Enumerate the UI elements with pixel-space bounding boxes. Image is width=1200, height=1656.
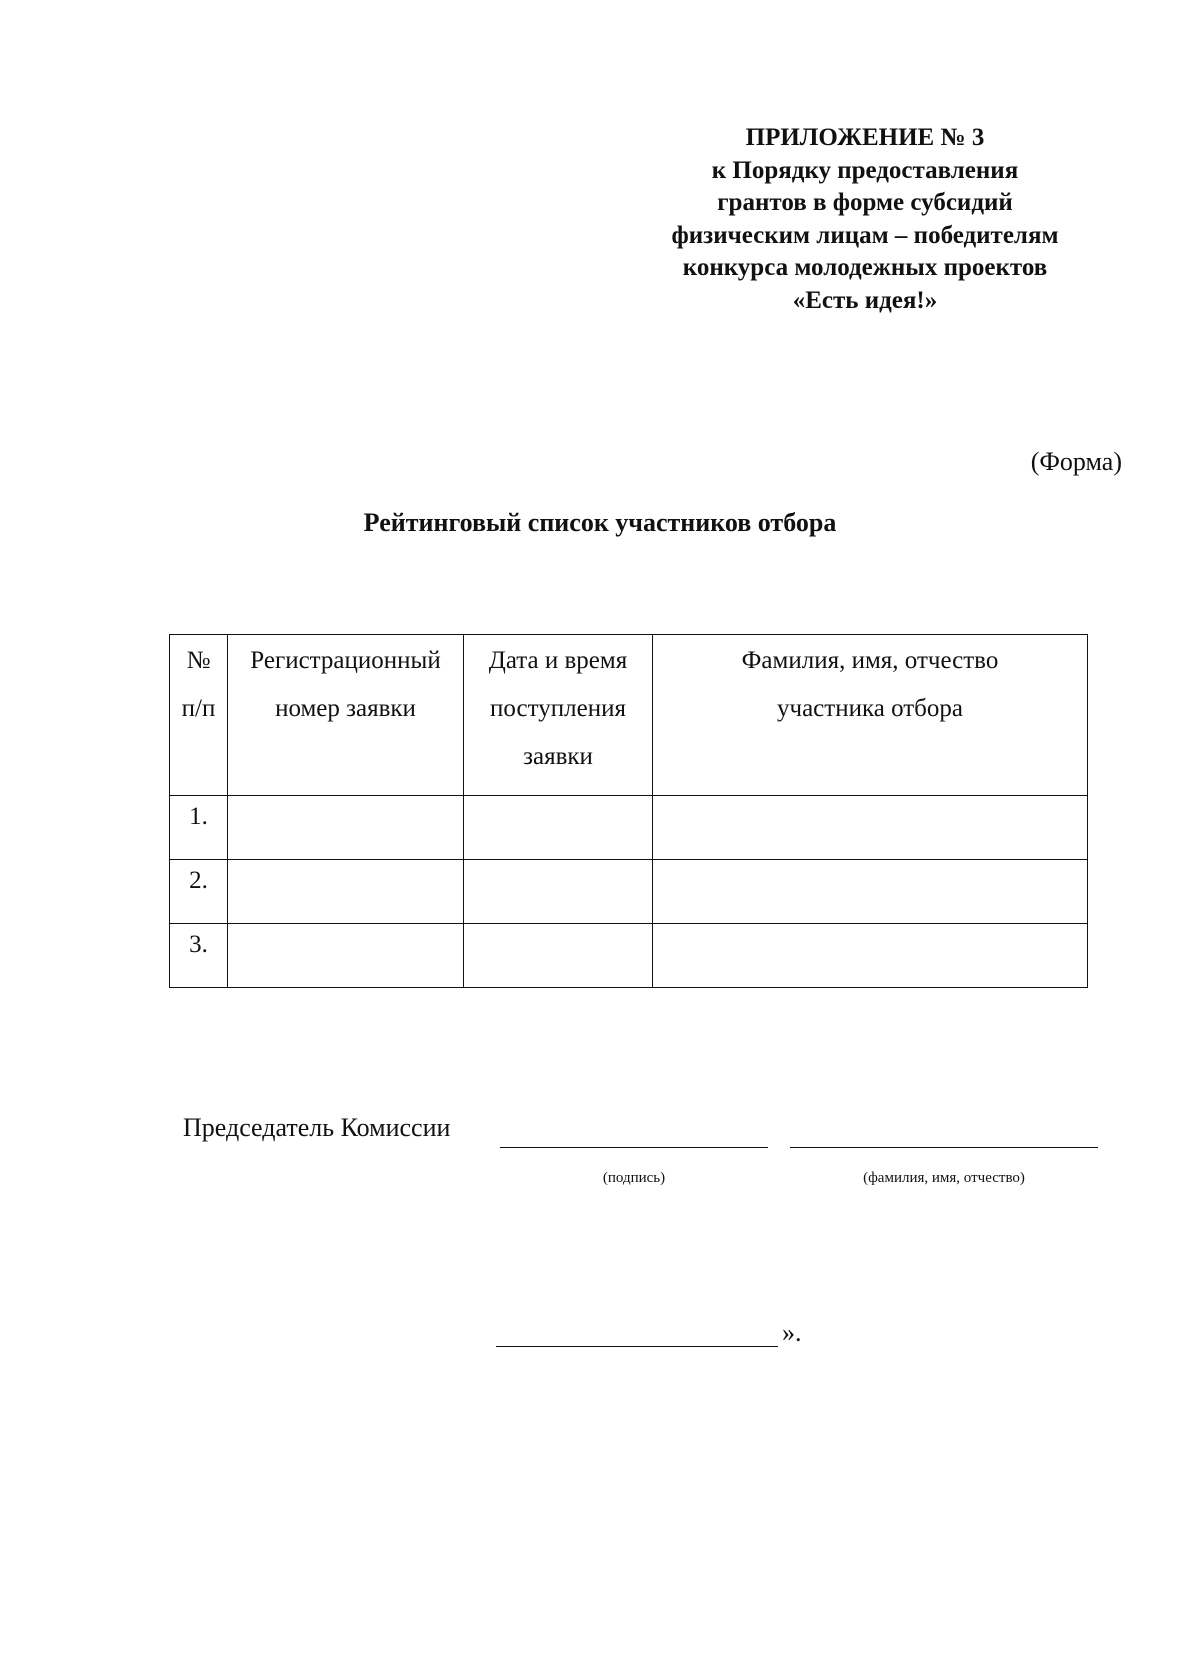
- cell-registration[interactable]: [228, 796, 464, 860]
- appendix-line: грантов в форме субсидий: [717, 189, 1013, 216]
- header-line: Дата и время: [488, 647, 628, 674]
- closing-quote-mark: ».: [782, 1318, 802, 1347]
- cell-registration[interactable]: [228, 860, 464, 924]
- signature-caption: (подпись): [602, 1170, 666, 1186]
- header-line: Регистрационный: [250, 647, 441, 674]
- header-line: №: [186, 647, 211, 674]
- cell-datetime[interactable]: [464, 796, 653, 860]
- header-line: Фамилия, имя, отчество: [741, 647, 999, 674]
- cell-fullname[interactable]: [653, 860, 1088, 924]
- fullname-line[interactable]: [790, 1147, 1098, 1148]
- header-line: участника отбора: [777, 695, 963, 722]
- fullname-caption: (фамилия, имя, отчество): [863, 1170, 1025, 1186]
- appendix-header: [645, 122, 1085, 317]
- signature-line[interactable]: [500, 1147, 768, 1148]
- header-line: заявки: [523, 743, 593, 770]
- chairman-label: Председатель Комиссии: [183, 1113, 451, 1142]
- document-title: Рейтинговый список участников отбора: [363, 508, 837, 537]
- cell-fullname[interactable]: [653, 796, 1088, 860]
- header-line: поступления: [490, 695, 626, 722]
- cell-registration[interactable]: [228, 924, 464, 988]
- column-header-fullname: [653, 635, 1088, 796]
- rating-table: [169, 634, 1088, 988]
- appendix-line: к Порядку предоставления: [711, 156, 1019, 184]
- appendix-line: конкурса молодежных проектов: [682, 254, 1048, 281]
- appendix-line: физическим лицам – победителям: [671, 221, 1059, 249]
- appendix-title: ПРИЛОЖЕНИЕ № 3: [745, 124, 985, 151]
- column-header-number: [170, 635, 228, 796]
- header-line: п/п: [181, 695, 216, 722]
- column-header-datetime: [464, 635, 653, 796]
- header-line: номер заявки: [275, 695, 416, 722]
- form-label: (Форма): [1030, 447, 1122, 476]
- cell-fullname[interactable]: [653, 924, 1088, 988]
- cell-datetime[interactable]: [464, 860, 653, 924]
- cell-datetime[interactable]: [464, 924, 653, 988]
- table-row: [170, 860, 1088, 924]
- table-row: [170, 924, 1088, 988]
- date-line[interactable]: [496, 1346, 778, 1347]
- row-number: 3.: [170, 924, 228, 988]
- table-header-row: [170, 635, 1088, 796]
- column-header-registration: [228, 635, 464, 796]
- row-number: 1.: [170, 796, 228, 860]
- table-row: [170, 796, 1088, 860]
- appendix-line: «Есть идея!»: [792, 286, 938, 314]
- row-number: 2.: [170, 860, 228, 924]
